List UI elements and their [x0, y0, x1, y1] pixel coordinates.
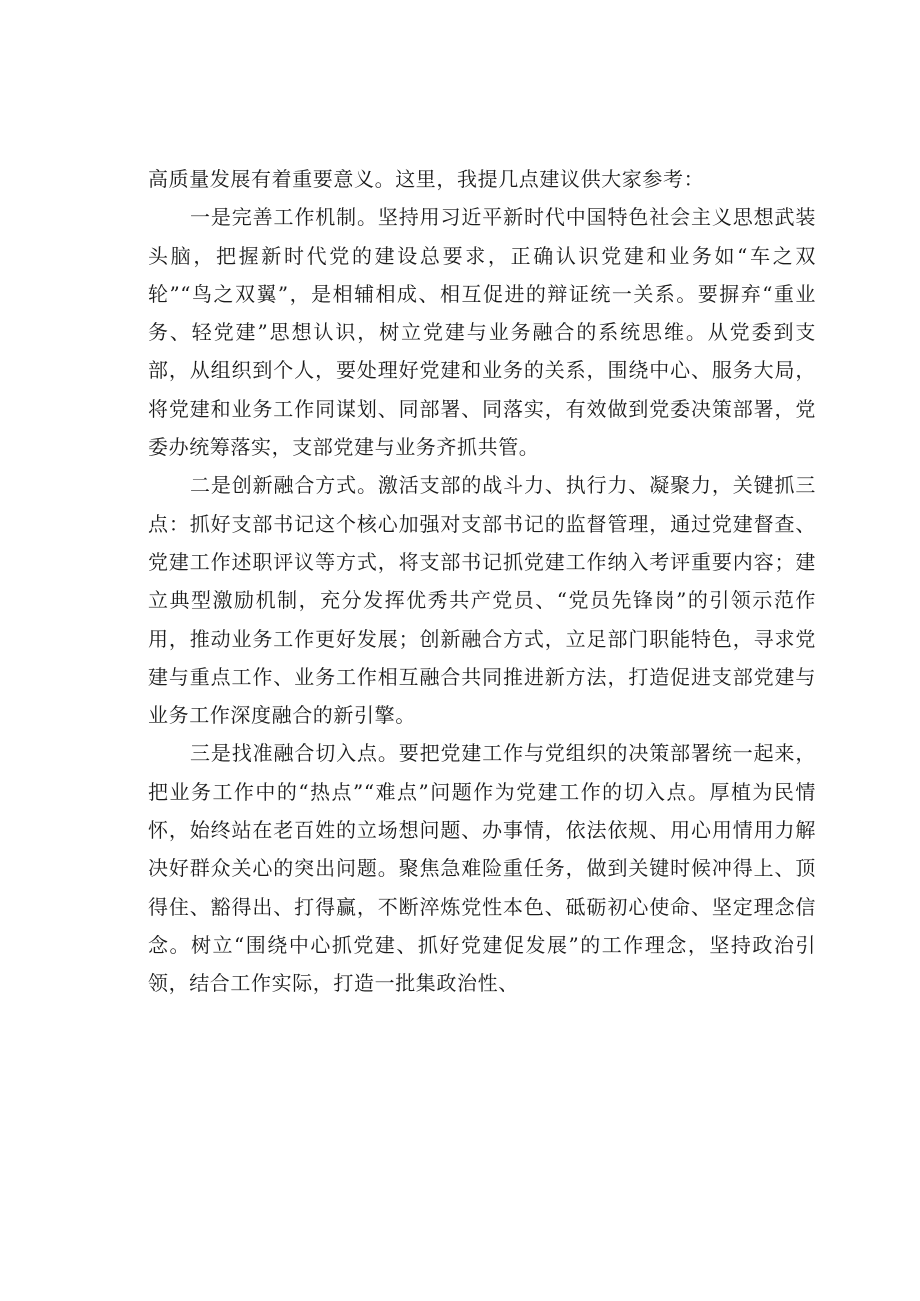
paragraph-entry-point: 三是找准融合切入点。要把党建工作与党组织的决策部署统一起来，把业务工作中的“热点”“难点”问题作为党建工作的切入点。厚植为民情怀，始终站在老百姓的立场想问题、办事情，依法依规、用心用情用力解决好群众关心的突出问题。聚焦急难险重任务，做到关键时候冲得上、顶得住、豁得出、打得赢，不断淬炼党性本色、砥砺初心使命、坚定理念信念。树立“围绕中心抓党建、抓好党建促发展”的工作理念，坚持政治引领，结合工作实际，打造一批集政治性、 — [148, 741, 816, 996]
paragraph-work-mechanism: 一是完善工作机制。坚持用习近平新时代中国特色社会主义思想武装头脑，把握新时代党的建设总要求，正确认识党建和业务如“车之双轮”“鸟之双翼”，是相辅相成、相互促进的辩证统一关系。要摒弃“重业务、轻党建”思想认识，树立党建与业务融合的系统思维。从党委到支部，从组织到个人，要处理好党建和业务的关系，围绕中心、服务大局，将党建和业务工作同谋划、同部署、同落实，有效做到党委决策部署，党委办统筹落实，支部党建与业务齐抓共管。 — [148, 205, 816, 460]
paragraph-integration-method: 二是创新融合方式。激活支部的战斗力、执行力、凝聚力，关键抓三点：抓好支部书记这个核心加强对支部书记的监督管理，通过党建督查、党建工作述职评议等方式，将支部书记抓党建工作纳入考评重要内容；建立典型激励机制，充分发挥优秀共产党员、“党员先锋岗”的引领示范作用，推动业务工作更好发展；创新融合方式，立足部门职能特色，寻求党建与重点工作、业务工作相互融合共同推进新方法，打造促进支部党建与业务工作深度融合的新引擎。 — [148, 473, 816, 728]
document-body — [148, 160, 816, 1003]
paragraph-continuation: 高质量发展有着重要意义。这里，我提几点建议供大家参考： — [148, 167, 705, 191]
